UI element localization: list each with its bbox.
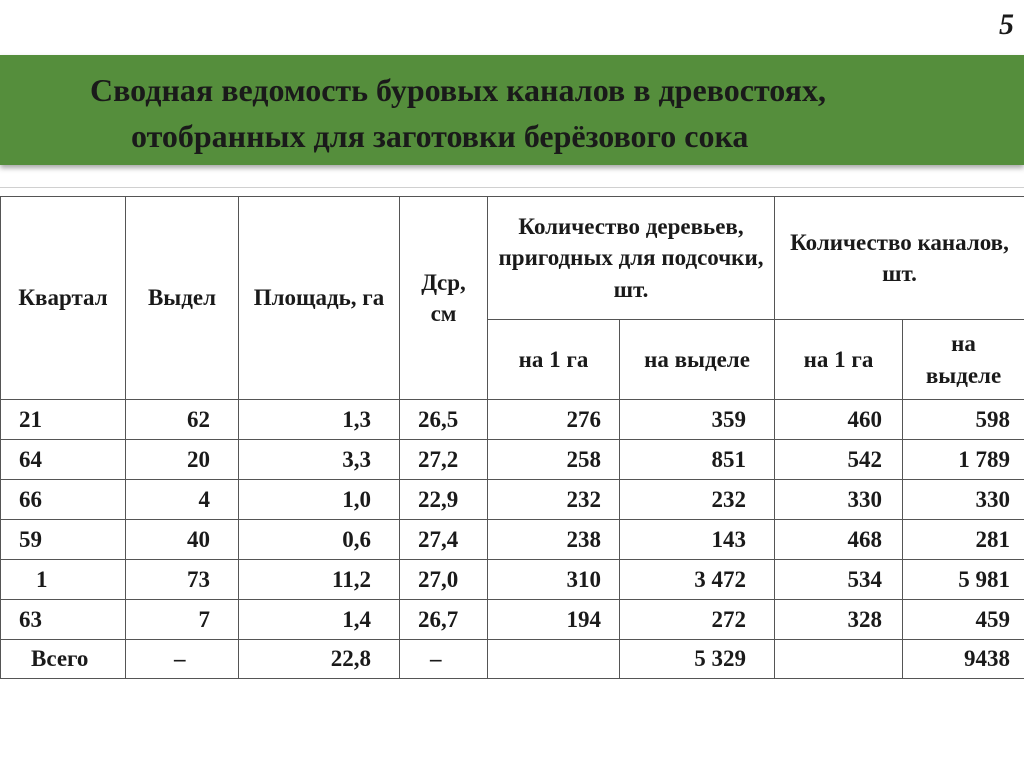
cell-trees-videl: 359 [620,400,775,440]
table-row [1,520,1024,560]
cell-dsr: 27,2 [400,440,488,480]
cell-trees-ha: 194 [488,600,620,640]
total-row [1,640,1024,679]
cell-total-label: Всего [1,640,126,679]
cell-videl: 40 [126,520,239,560]
header-dsr: Дср, см [400,197,488,400]
cell-total-dsr: – [400,640,488,679]
cell-area: 3,3 [239,440,400,480]
cell-channels-ha: 542 [775,440,903,480]
cell-kvartal: 59 [1,520,126,560]
title-line-1: Сводная ведомость буровых каналов в древостоях, [90,72,826,108]
table-row [1,440,1024,480]
cell-channels-videl: 1 789 [903,440,1024,480]
summary-table [0,196,1024,679]
cell-dsr: 26,7 [400,600,488,640]
cell-videl: 20 [126,440,239,480]
title-line-2: отобранных для заготовки берёзового сока [131,118,749,154]
cell-total-channels-videl: 9438 [903,640,1024,679]
table-row [1,400,1024,440]
header-videl: Выдел [126,197,239,400]
cell-videl: 62 [126,400,239,440]
cell-total-channels-ha [775,640,903,679]
cell-area: 11,2 [239,560,400,600]
cell-channels-videl: 459 [903,600,1024,640]
cell-channels-ha: 330 [775,480,903,520]
cell-channels-videl: 598 [903,400,1024,440]
header-area: Площадь, га [239,197,400,400]
cell-dsr: 27,0 [400,560,488,600]
cell-channels-ha: 468 [775,520,903,560]
table-row [1,480,1024,520]
cell-channels-ha: 534 [775,560,903,600]
cell-trees-videl: 3 472 [620,560,775,600]
cell-area: 1,0 [239,480,400,520]
cell-trees-ha: 276 [488,400,620,440]
cell-channels-videl: 281 [903,520,1024,560]
page-number: 5 [999,8,1014,41]
cell-trees-videl: 232 [620,480,775,520]
cell-trees-videl: 143 [620,520,775,560]
cell-area: 1,3 [239,400,400,440]
cell-kvartal: 64 [1,440,126,480]
divider [0,187,1024,188]
cell-videl: 73 [126,560,239,600]
cell-trees-ha: 232 [488,480,620,520]
header-kvartal: Квартал [1,197,126,400]
cell-area: 1,4 [239,600,400,640]
table-row [1,560,1024,600]
cell-channels-videl: 330 [903,480,1024,520]
cell-dsr: 22,9 [400,480,488,520]
cell-area: 0,6 [239,520,400,560]
header-channels-per-ha: на 1 га [775,320,903,400]
cell-channels-ha: 460 [775,400,903,440]
cell-total-area: 22,8 [239,640,400,679]
cell-dsr: 27,4 [400,520,488,560]
header-channels-group: Количество каналов, шт. [775,197,1024,320]
cell-videl: 4 [126,480,239,520]
cell-kvartal: 1 [1,560,126,600]
cell-kvartal: 63 [1,600,126,640]
cell-trees-ha: 310 [488,560,620,600]
cell-trees-videl: 272 [620,600,775,640]
cell-trees-videl: 851 [620,440,775,480]
cell-kvartal: 66 [1,480,126,520]
header-trees-per-videl: на выделе [620,320,775,400]
header-trees-per-ha: на 1 га [488,320,620,400]
cell-kvartal: 21 [1,400,126,440]
header-channels-per-videl: на выделе [903,320,1024,400]
table-row [1,600,1024,640]
cell-channels-ha: 328 [775,600,903,640]
cell-total-videl: – [126,640,239,679]
header-row-1 [1,197,1024,320]
cell-total-trees-ha [488,640,620,679]
cell-trees-ha: 238 [488,520,620,560]
cell-total-trees-videl: 5 329 [620,640,775,679]
cell-trees-ha: 258 [488,440,620,480]
header-trees-group: Количество деревьев, пригодных для подсочки, шт. [488,197,775,320]
cell-dsr: 26,5 [400,400,488,440]
cell-channels-videl: 5 981 [903,560,1024,600]
cell-videl: 7 [126,600,239,640]
